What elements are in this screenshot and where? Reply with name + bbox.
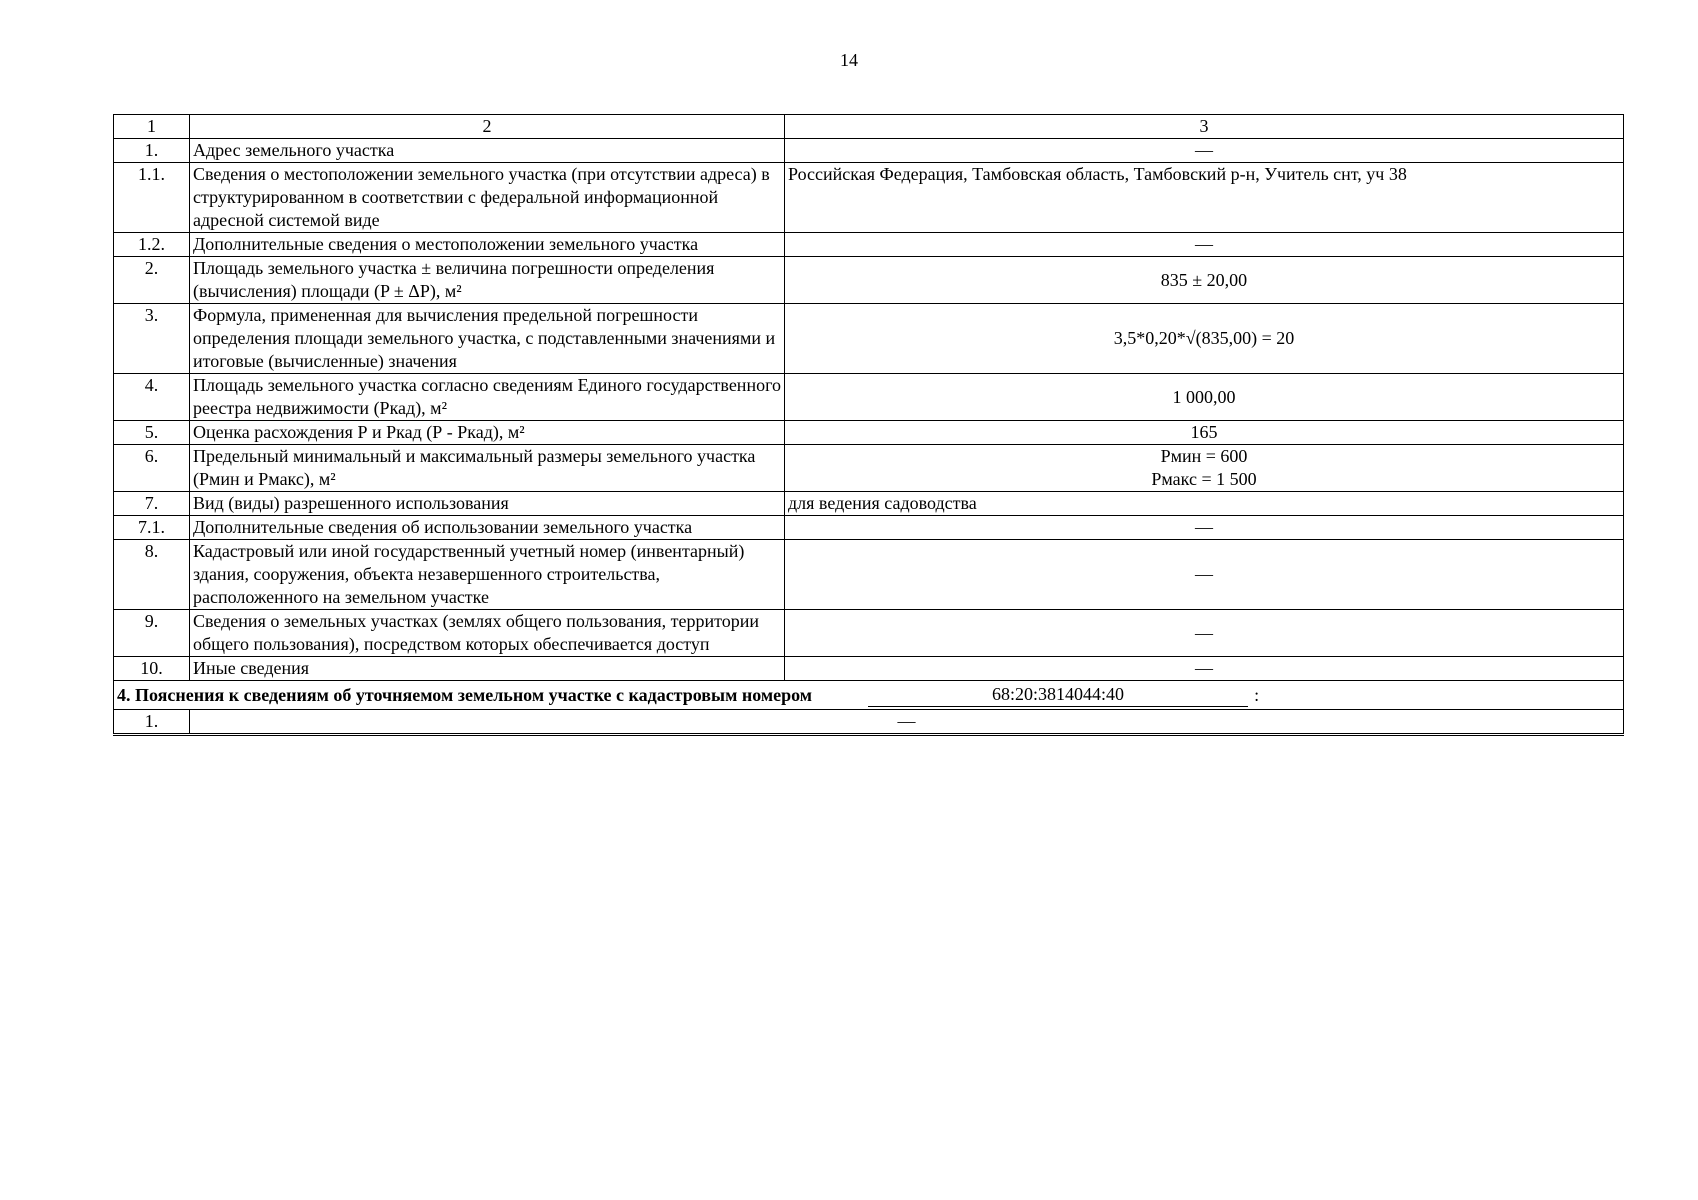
table-row: [114, 492, 1624, 516]
row-value-pair: [785, 445, 1624, 492]
row-number: 1.2.: [114, 233, 190, 257]
cadastral-number: 68:20:3814044:40: [868, 683, 1248, 707]
row-number: 9.: [114, 610, 190, 657]
row-value: —: [785, 516, 1624, 540]
row-label: Вид (виды) разрешенного использования: [190, 492, 785, 516]
row-number: 5.: [114, 421, 190, 445]
row-number: 7.: [114, 492, 190, 516]
row-value: —: [785, 610, 1624, 657]
section-4-heading: [114, 681, 1624, 710]
table-row: [114, 421, 1624, 445]
row-number: 1.: [114, 710, 190, 735]
row-number: 1.1.: [114, 163, 190, 233]
row-value: 835 ± 20,00: [785, 257, 1624, 304]
row-value: —: [785, 139, 1624, 163]
row-label: Кадастровый или иной государственный учетный номер (инвентарный) здания, сооружения, объекта незавершенного строительства, расположенного на земельном участке: [190, 540, 785, 610]
table-row: [114, 657, 1624, 681]
row-number: 6.: [114, 445, 190, 492]
row-value: —: [785, 233, 1624, 257]
row-label: Сведения о земельных участках (землях общего пользования, территории общего пользования), посредством которых обеспечивается доступ: [190, 610, 785, 657]
row-value: —: [785, 657, 1624, 681]
table-row: [114, 710, 1624, 735]
row-number: 8.: [114, 540, 190, 610]
row-number: 10.: [114, 657, 190, 681]
table-row: [114, 374, 1624, 421]
row-number: 3.: [114, 304, 190, 374]
table-row: [114, 304, 1624, 374]
section-4-heading-row: [114, 681, 1624, 710]
row-label: Оценка расхождения Р и Ркад (Р - Ркад), м²: [190, 421, 785, 445]
row-value: для ведения садоводства: [785, 492, 1624, 516]
row-label: Формула, примененная для вычисления предельной погрешности определения площади земельного участка, с подставленными значениями и итоговые (вычисленные) значения: [190, 304, 785, 374]
colon-mark: :: [1254, 685, 1260, 705]
table-row: [114, 139, 1624, 163]
page-number: 14: [840, 50, 858, 70]
table-row: [114, 163, 1624, 233]
row-label: Адрес земельного участка: [190, 139, 785, 163]
row-number: 4.: [114, 374, 190, 421]
row-value: —: [785, 540, 1624, 610]
table-header-row: [114, 115, 1624, 139]
table-row: [114, 257, 1624, 304]
max-size-value: Pмакс = 1 500: [1151, 469, 1257, 489]
row-label: Площадь земельного участка ± величина погрешности определения (вычисления) площади (P ± ΔP), м²: [190, 257, 785, 304]
row-number: 2.: [114, 257, 190, 304]
row-value: Российская Федерация, Тамбовская область, Тамбовский р-н, Учитель снт, уч 38: [785, 163, 1624, 233]
table-row: [114, 540, 1624, 610]
row-label: Сведения о местоположении земельного участка (при отсутствии адреса) в структурированном в соответствии с федеральной информационной адресной системой виде: [190, 163, 785, 233]
row-value: —: [190, 710, 1624, 735]
row-number: 7.1.: [114, 516, 190, 540]
row-value: 165: [785, 421, 1624, 445]
land-plot-info-table: [113, 114, 1624, 736]
table-row: [114, 516, 1624, 540]
row-number: 1.: [114, 139, 190, 163]
min-size-value: Pмин = 600: [1160, 446, 1248, 466]
header-col-3: 3: [785, 115, 1624, 139]
header-col-1: 1: [114, 115, 190, 139]
section-title: 4. Пояснения к сведениям об уточняемом земельном участке с кадастровым номером: [117, 685, 813, 705]
row-label: Дополнительные сведения об использовании земельного участка: [190, 516, 785, 540]
row-label: Дополнительные сведения о местоположении земельного участка: [190, 233, 785, 257]
table-row: [114, 445, 1624, 492]
table-row: [114, 233, 1624, 257]
row-value: 3,5*0,20*√(835,00) = 20: [785, 304, 1624, 374]
table-row: [114, 610, 1624, 657]
header-col-2: 2: [190, 115, 785, 139]
row-label: Иные сведения: [190, 657, 785, 681]
row-label: Площадь земельного участка согласно сведениям Единого государственного реестра недвижимости (Ркад), м²: [190, 374, 785, 421]
row-label: Предельный минимальный и максимальный размеры земельного участка (Pмин и Pмакс), м²: [190, 445, 785, 492]
row-value: 1 000,00: [785, 374, 1624, 421]
